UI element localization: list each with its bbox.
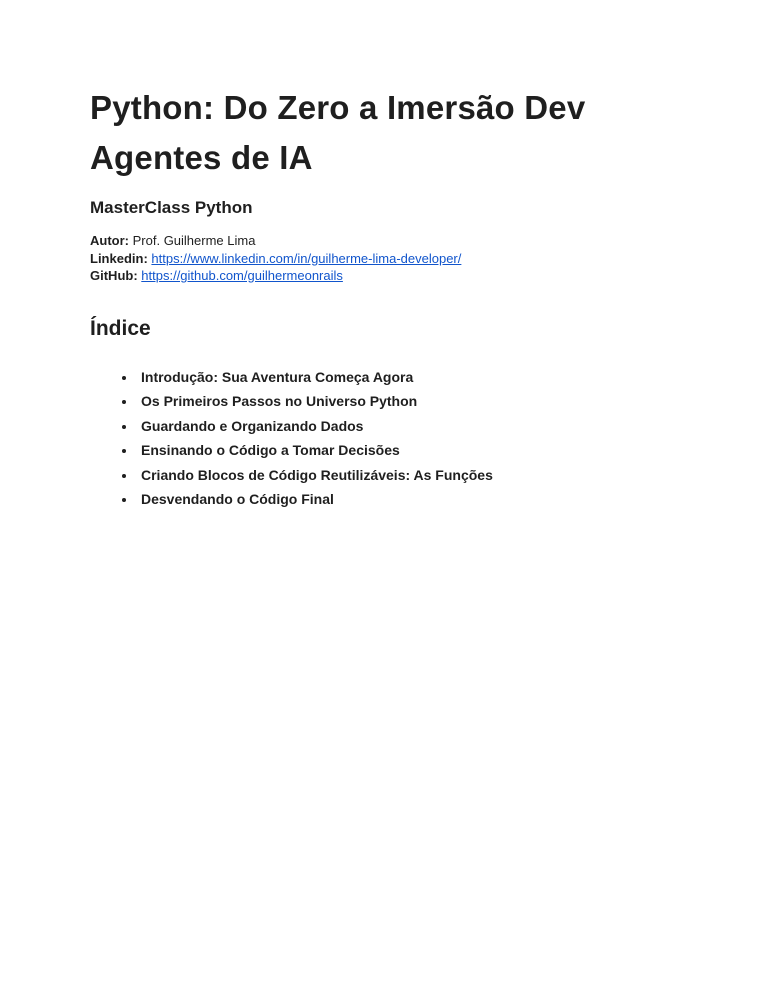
github-label: GitHub: (90, 268, 138, 283)
index-item: • Guardando e Organizando Dados (137, 414, 678, 439)
author-block (90, 232, 678, 285)
index-list (90, 365, 678, 512)
index-item: • Ensinando o Código a Tomar Decisões (137, 438, 678, 463)
author-label: Autor: (90, 233, 129, 248)
github-link[interactable]: https://github.com/guilhermeonrails (141, 268, 343, 283)
index-heading: Índice (90, 316, 151, 340)
author-value: Prof. Guilherme Lima (132, 233, 256, 248)
index-item: • Introdução: Sua Aventura Começa Agora (137, 365, 678, 390)
index-item: • Criando Blocos de Código Reutilizáveis: As Funções (137, 463, 678, 488)
index-item: • Os Primeiros Passos no Universo Python (137, 389, 678, 414)
linkedin-line (90, 250, 678, 268)
document-title: Python: Do Zero a Imersão Dev Agentes de IA (90, 89, 586, 176)
index-item: • Desvendando o Código Final (137, 487, 678, 512)
github-line (90, 267, 678, 285)
linkedin-link[interactable]: https://www.linkedin.com/in/guilherme-lima-developer/ (151, 250, 462, 266)
linkedin-label: Linkedin: (90, 250, 148, 266)
author-line (90, 232, 678, 250)
document-subtitle: MasterClass Python (90, 198, 253, 217)
